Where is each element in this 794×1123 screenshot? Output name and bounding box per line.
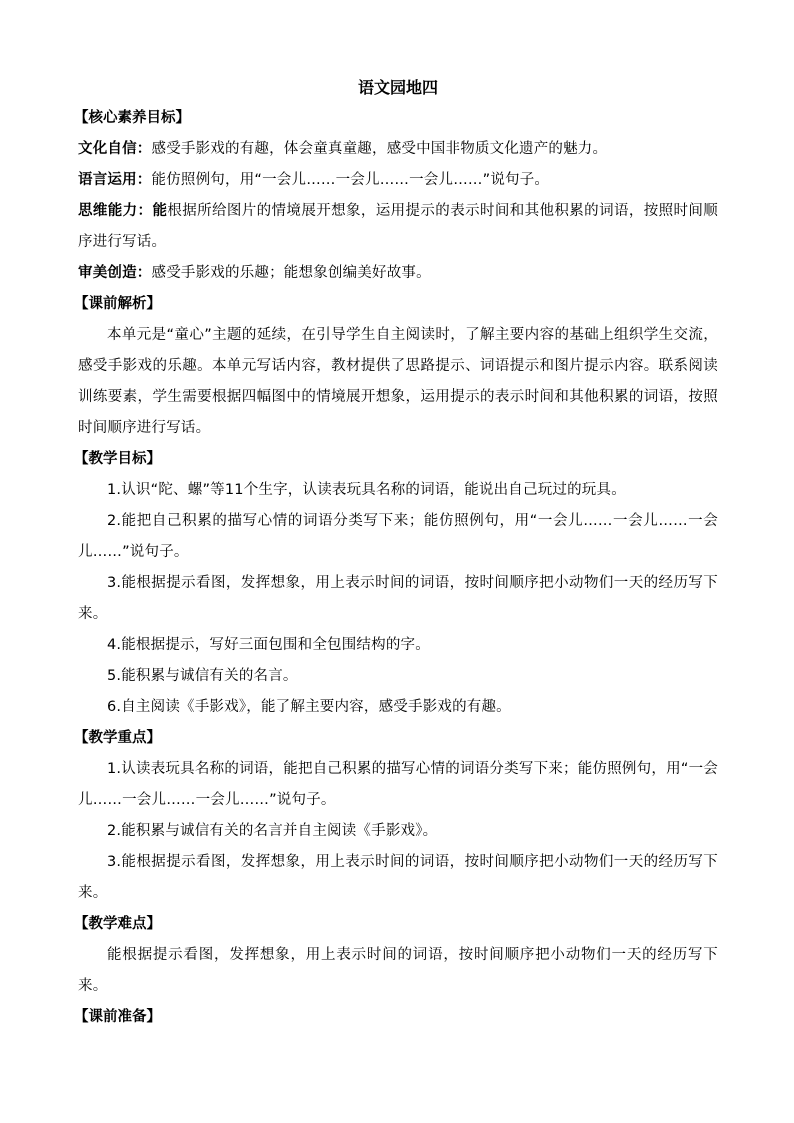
section-heading-preparation: 【课前准备】 (74, 1009, 161, 1025)
key-point-item: 2.能积累与诚信有关的名言并自主阅读《手影戏》。 (107, 823, 438, 839)
teaching-goal-item: 6.自主阅读《手影戏》，能了解主要内容，感受手影戏的有趣。 (107, 699, 511, 715)
teaching-goal-item: 3.能根据提示看图，发挥想象，用上表示时间的词语，按时间顺序把小动物们一天的经历写下来。 (78, 575, 718, 622)
core-goal-text: 能仿照例句，用“一会儿……一会儿……一会儿……”说句子。 (151, 172, 550, 188)
teaching-goal-item: 5.能积累与诚信有关的名言。 (107, 668, 298, 684)
key-point-item: 1.认读表玩具名称的词语，能把自己积累的描写心情的词语分类写下来；能仿照例句，用“一会儿……一会儿……一会儿……”说句子。 (78, 761, 718, 808)
core-goal-label: 文化自信： (78, 141, 152, 157)
key-point-item: 3.能根据提示看图，发挥想象，用上表示时间的词语，按时间顺序把小动物们一天的经历写下来。 (78, 854, 718, 901)
section-heading-key-points: 【教学重点】 (74, 730, 161, 746)
core-goal-label: 思维能力：能 (78, 203, 168, 219)
difficulties-paragraph: 能根据提示看图，发挥想象，用上表示时间的词语，按时间顺序把小动物们一天的经历写下来。 (78, 947, 718, 994)
core-goal-aesthetic (78, 258, 718, 289)
section-heading-core-goals: 【核心素养目标】 (74, 110, 190, 126)
core-goal-thinking (78, 196, 718, 258)
section-heading-analysis: 【课前解析】 (74, 296, 161, 312)
analysis-paragraph: 本单元是“童心”主题的延续，在引导学生自主阅读时，了解主要内容的基础上组织学生交流，感受手影戏的乐趣。本单元写话内容，教材提供了思路提示、词语提示和图片提示内容。联系阅读训练要素，学生需要根据四幅图中的情境展开想象，运用提示的表示时间和其他积累的词语，按照时间顺序进行写话。 (78, 327, 718, 436)
core-goal-culture (78, 134, 718, 165)
core-goal-language (78, 165, 718, 196)
document-page (74, 76, 718, 1033)
teaching-goal-item: 1.认识“陀、螺”等11个生字，认读表玩具名称的词语，能说出自己玩过的玩具。 (107, 482, 626, 498)
core-goal-label: 语言运用： (78, 172, 152, 188)
core-goal-text: 感受手影戏的乐趣；能想象创编美好故事。 (151, 265, 431, 281)
core-goal-text: 根据所给图片的情境展开想象，运用提示的表示时间和其他积累的词语，按照时间顺序进行写话。 (78, 203, 718, 250)
document-title: 语文园地四 (357, 78, 438, 97)
section-heading-difficulties: 【教学难点】 (74, 916, 161, 932)
teaching-goal-item: 2.能把自己积累的描写心情的词语分类写下来；能仿照例句，用“一会儿……一会儿……一会儿……”说句子。 (78, 513, 718, 560)
section-heading-teaching-goals: 【教学目标】 (74, 451, 161, 467)
core-goal-text: 感受手影戏的有趣，体会童真童趣，感受中国非物质文化遗产的魅力。 (151, 141, 608, 157)
teaching-goal-item: 4.能根据提示，写好三面包围和全包围结构的字。 (107, 637, 430, 653)
core-goal-label: 审美创造： (78, 265, 152, 281)
